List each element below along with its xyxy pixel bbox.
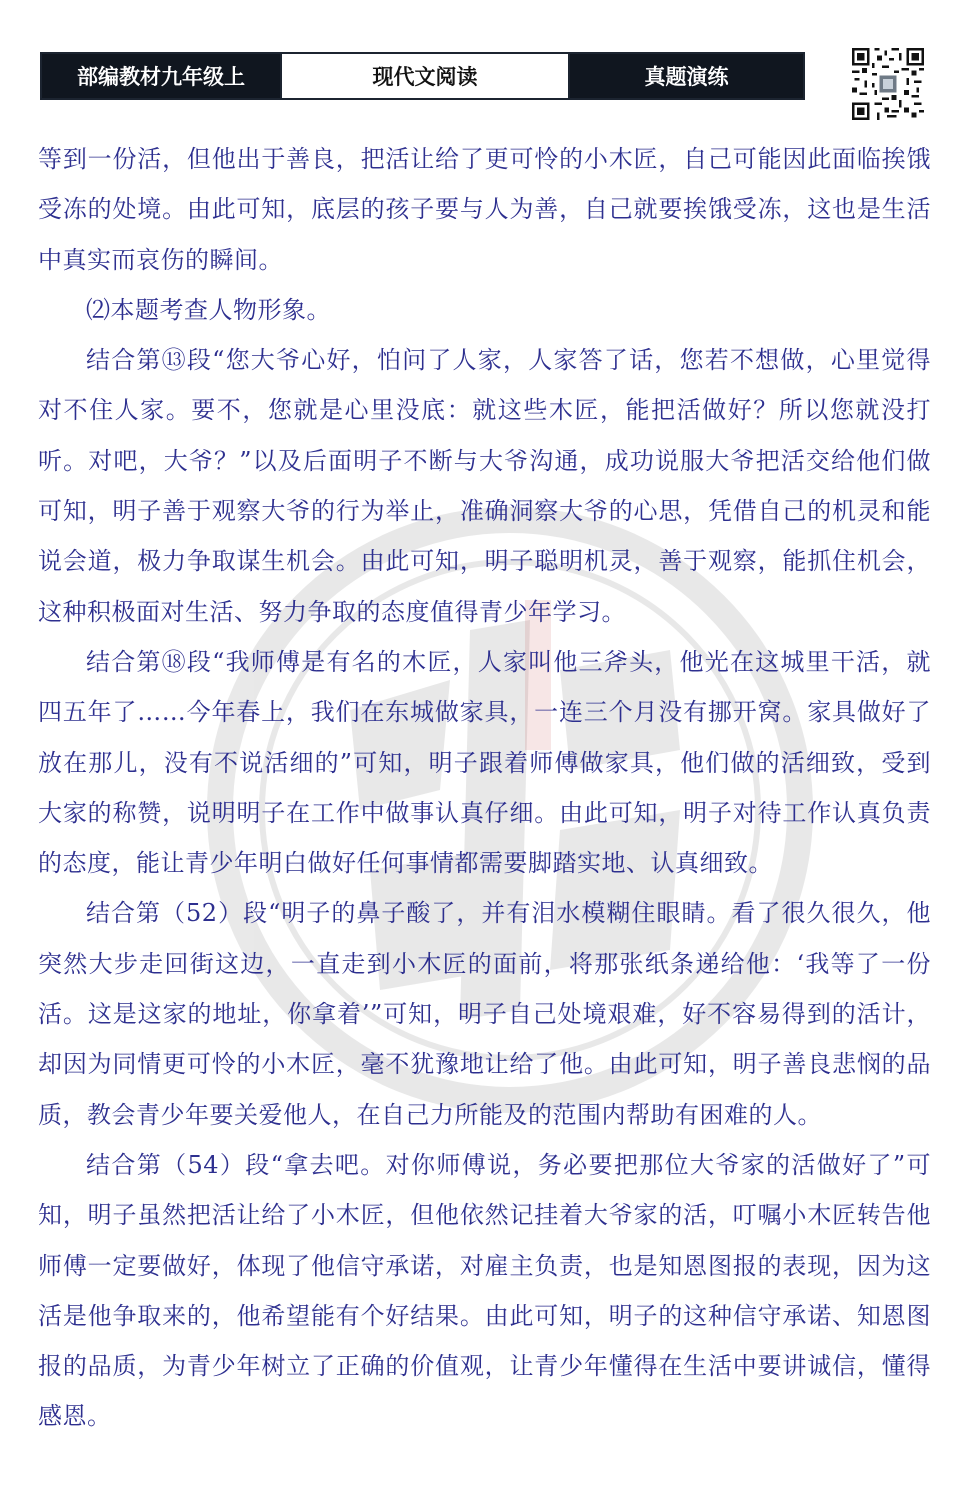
header-practice-label: 真题演练 [570, 54, 803, 98]
paragraph: 结合第（54）段“拿去吧。对你师傅说，务必要把那位大爷家的活做好了”可知，明子虽然把活让给了小木匠，但他依然记挂着大爷家的活，叮嘱小木匠转告他师傅一定要做好，体现了他信守承诺，对雇主负责，也是知恩图报的表现，因为这活是他争取来的，他希望能有个好结果。由此可知，明子的这种信守承诺、知恩图报的品质，为青少年树立了正确的价值观，让青少年懂得在生活中要讲诚信，懂得感恩。 [38, 1150, 931, 1431]
paragraph: ⑵本题考查人物形象。 [86, 295, 331, 324]
header-section-label: 现代文阅读 [280, 54, 570, 98]
qr-code-icon [852, 48, 924, 120]
paragraph: 结合第⑱段“我师傅是有名的木匠，人家叫他三斧头，他光在这城里干活，就四五年了……今年春上，我们在东城做家具，一连三个月没有挪开窝。家具做好了放在那儿，没有不说活细的”可知，明子跟着师傅做家具，他们做的活细致，受到大家的称赞，说明明子在工作中做事认真仔细。由此可知，明子对待工作认真负责的态度，能让青少年明白做好任何事情都需要脚踏实地、认真细致。 [38, 647, 931, 878]
header-bar [40, 52, 805, 100]
paragraph: 等到一份活，但他出于善良，把活让给了更可怜的小木匠，自己可能因此面临挨饿受冻的处境。由此可知，底层的孩子要与人为善，自己就要挨饿受冻，这也是生活中真实而哀伤的瞬间。 [38, 145, 931, 274]
paragraph: 结合第（52）段“明子的鼻子酸了，并有泪水模糊住眼睛。看了很久很久，他突然大步走回街这边，一直走到小木匠的面前，将那张纸条递给他：‘我等了一份活。这是这家的地址，你拿着’”可知，明子自己处境艰难，好不容易得到的活计，却因为同情更可怜的小木匠，毫不犹豫地让给了他。由此可知，明子善良悲悯的品质，教会青少年要关爱他人，在自己力所能及的范围内帮助有困难的人。 [38, 899, 931, 1129]
paragraph: 结合第⑬段“您大爷心好，怕问了人家，人家答了话，您若不想做，心里觉得对不住人家。要不，您就是心里没底：就这些木匠，能把活做好？所以您就没打听。对吧，大爷？”以及后面明子不断与大爷沟通，成功说服大爷把活交给他们做可知，明子善于观察大爷的行为举止，准确洞察大爷的心思，凭借自己的机灵和能说会道，极力争取谋生机会。由此可知，明子聪明机灵，善于观察，能抓住机会，这种积极面对生活、努力争取的态度值得青少年学习。 [38, 346, 931, 626]
answer-text [38, 134, 931, 1442]
header-grade-label: 部编教材九年级上 [42, 54, 280, 98]
